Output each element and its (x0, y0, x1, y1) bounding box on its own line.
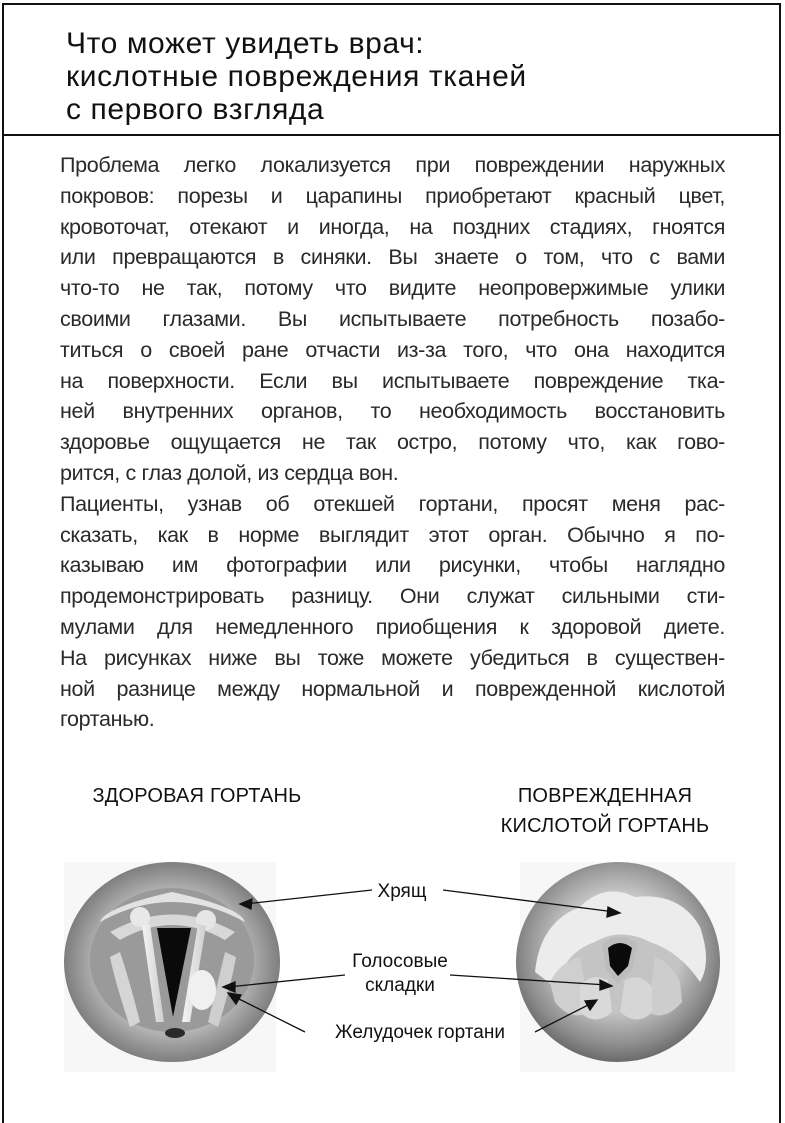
caption-healthy-larynx (62, 781, 332, 811)
text-line: ной разнице между нормальной и поврежденной кислотой (60, 676, 725, 701)
larynx-figure (60, 862, 740, 1072)
title-line: кислотные повреждения тканей (66, 60, 527, 93)
healthy-larynx-image (64, 862, 280, 1072)
label-cartilage: Хрящ (377, 881, 427, 902)
text-line: Проблема легко локализуется при повреждении наружных (60, 153, 725, 177)
text-line: или превращаются в синяки. Вы знаете о том, что с вами (60, 245, 725, 270)
text-line: казываю им фотографии или рисунки, чтобы наглядно (60, 553, 725, 578)
text-line: кровоточат, отекают и иногда, на поздних стадиях, гноятся (60, 214, 725, 239)
text-line: покровов: порезы и царапины приобретают красный цвет, (60, 183, 725, 208)
text-line: на поверхности. Если вы испытываете повреждение тка- (60, 368, 725, 393)
text-line: рится, с глаз долой, из сердца вон. (60, 460, 399, 485)
page-title (66, 27, 527, 126)
text-line: продемонстрировать разницу. Они служат сильными сти- (60, 584, 725, 609)
paragraph-2 (60, 489, 725, 735)
title-line: Что может увидеть врач: (66, 27, 425, 60)
text-line: здоровье ощущается не так остро, потому что, как гово- (60, 430, 725, 455)
title-box (4, 5, 779, 136)
text-line: На рисунках ниже вы тоже можете убедиться в существен- (60, 645, 725, 670)
body-text (60, 150, 725, 735)
caption-line: КИСЛОТОЙ ГОРТАНЬ (500, 815, 710, 837)
label-vocal-folds-2: складки (365, 975, 435, 996)
caption-line: ПОВРЕЖДЕННАЯ (517, 785, 693, 807)
label-ventricle: Желудочек гортани (335, 1022, 505, 1043)
text-line: сказать, как в норме выглядит этот орган. Обычно я по- (60, 522, 725, 547)
text-line: титься о своей ране отчасти из-за того, что она находится (60, 337, 725, 362)
text-line: что-то не так, потому что видите неопровержимые улики (60, 276, 725, 301)
damaged-larynx-image (516, 862, 735, 1072)
caption-damaged-larynx (470, 781, 740, 841)
title-line: с первого взгляда (66, 93, 325, 126)
text-line: Пациенты, узнав об отекшей гортани, просят меня рас- (60, 491, 725, 516)
text-line: гортанью. (60, 707, 155, 732)
caption-line: ЗДОРОВАЯ ГОРТАНЬ (92, 785, 302, 807)
label-vocal-folds-1: Голосовые (352, 951, 448, 972)
text-line: своими глазами. Вы испытываете потребность позабо- (60, 306, 725, 331)
text-line: мулами для немедленного приобщения к здоровой диете. (60, 614, 725, 639)
text-line: ней внутренних органов, то необходимость восстановить (60, 399, 725, 424)
paragraph-1 (60, 150, 725, 489)
